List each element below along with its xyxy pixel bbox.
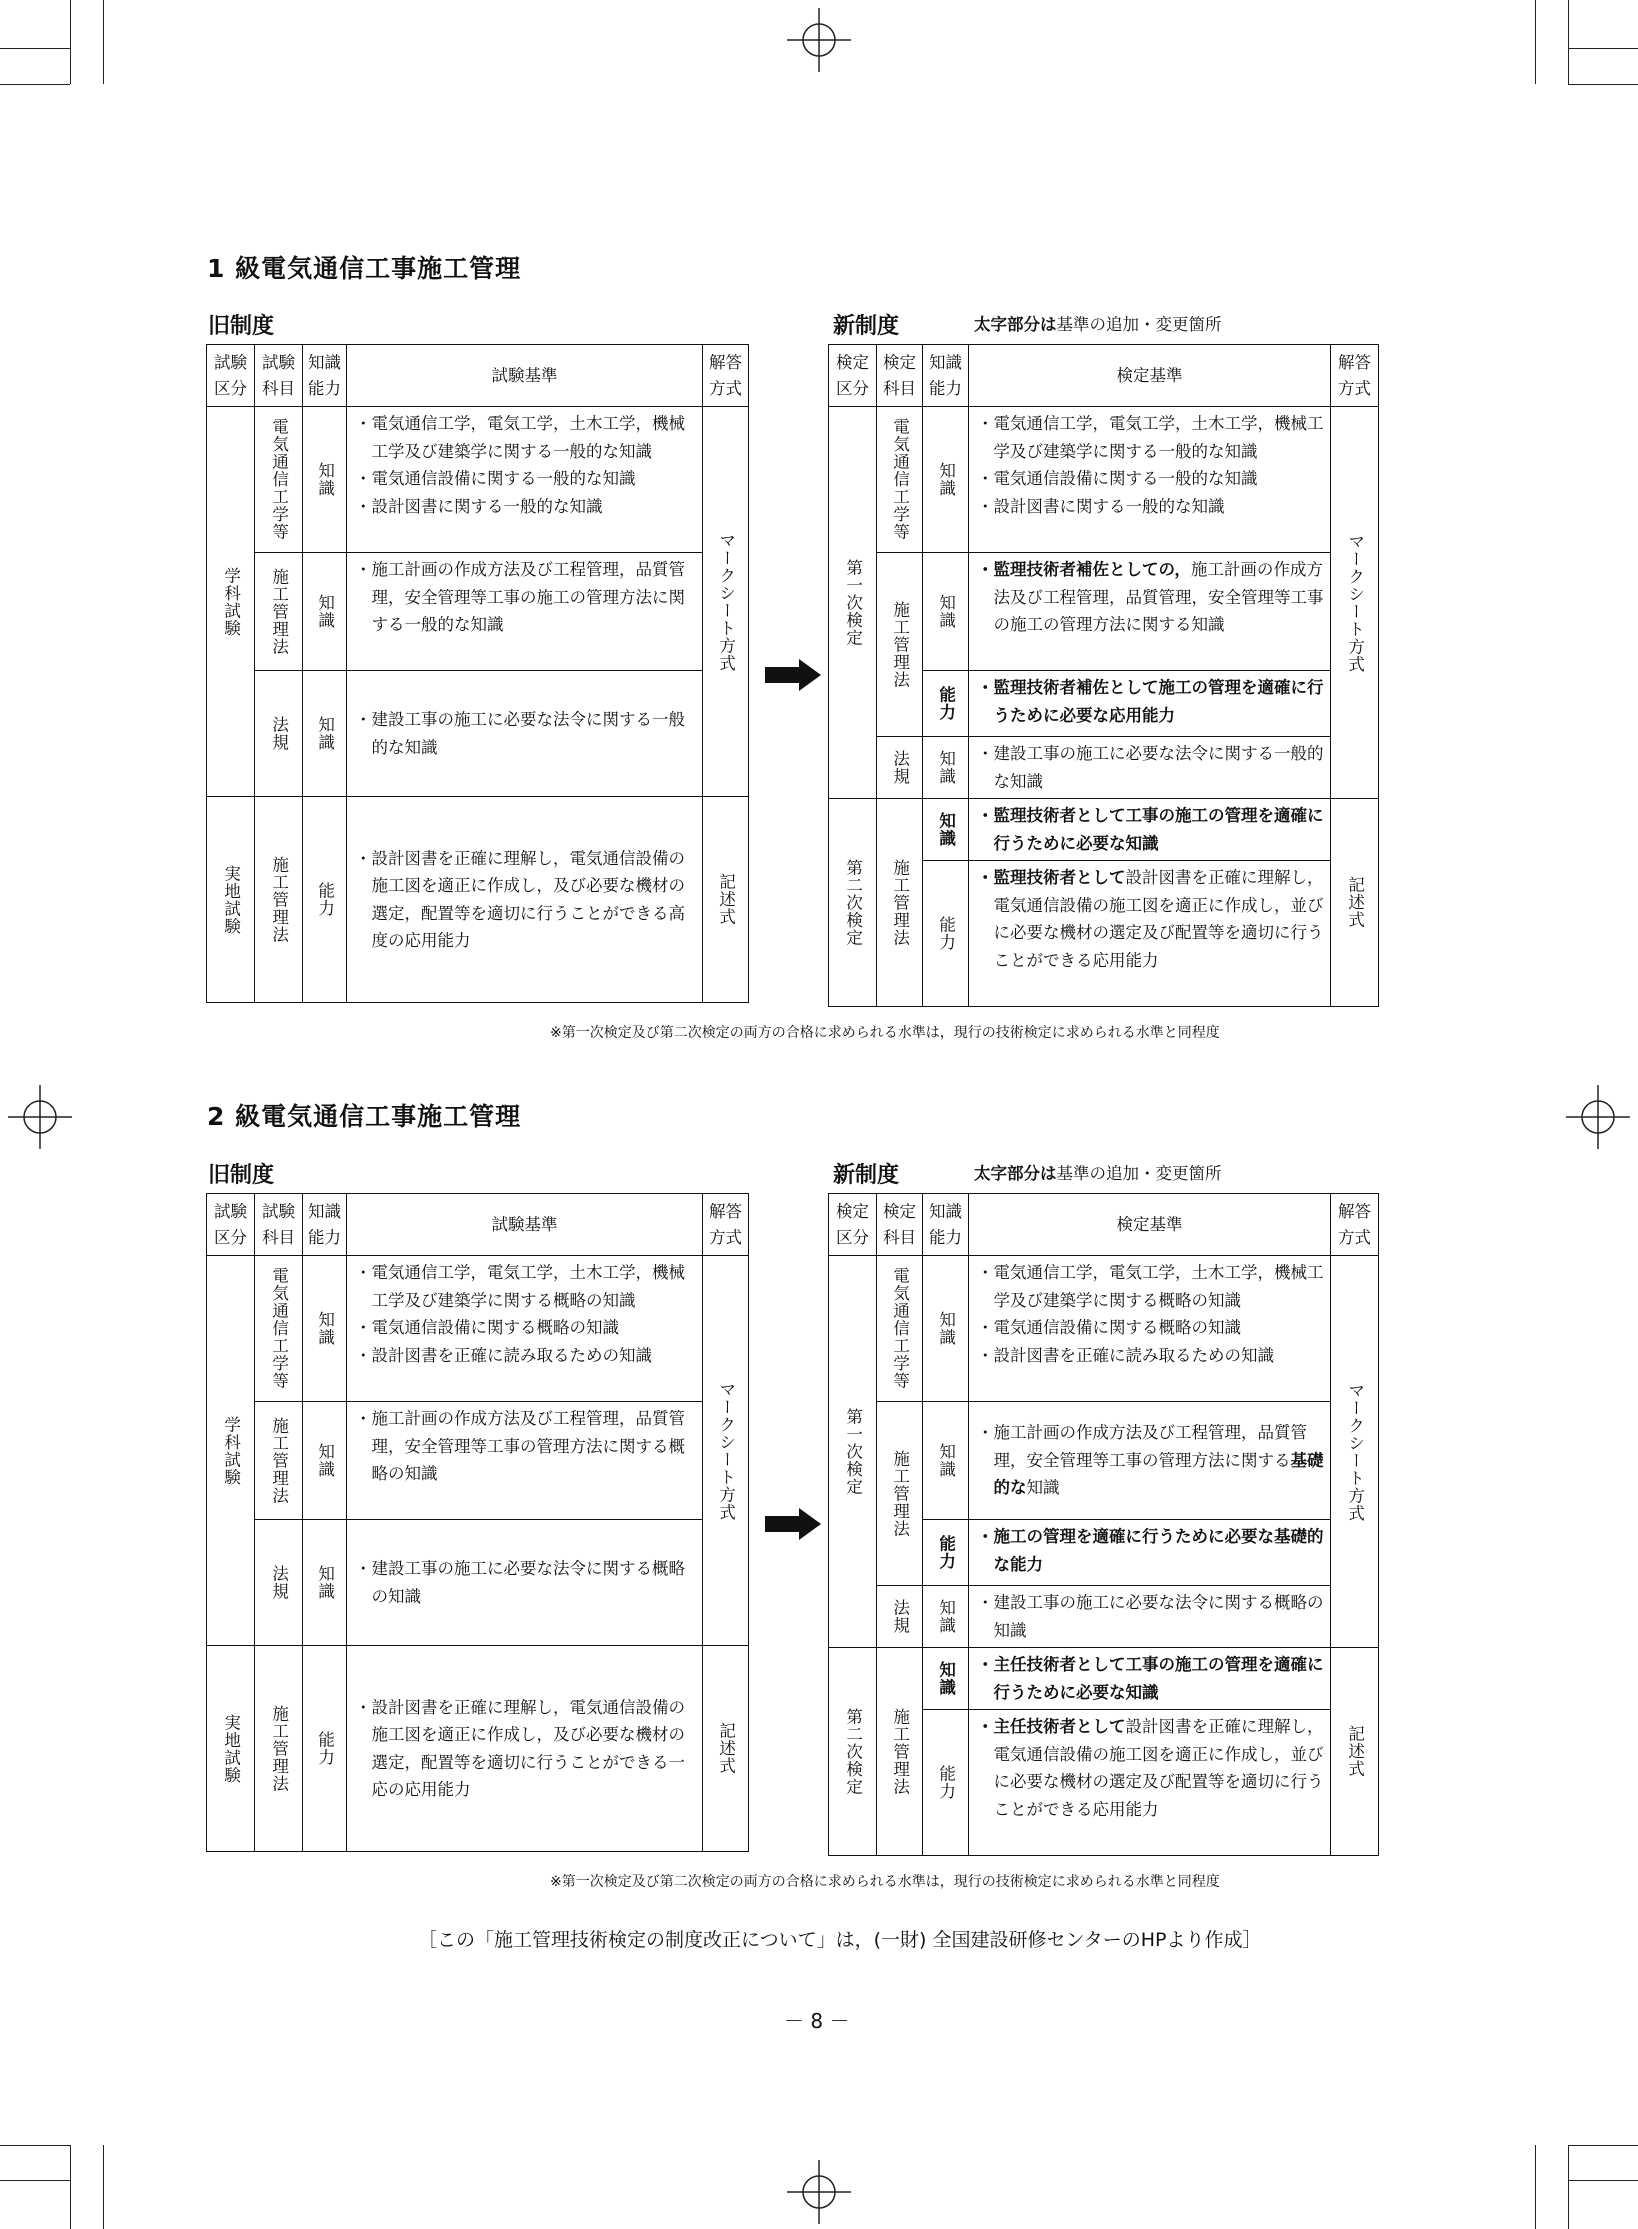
section2-new-label: 新制度 [833, 1163, 900, 1188]
method-written: 記述式 [703, 1646, 749, 1852]
method-written: 記述式 [703, 797, 749, 1003]
header-kamoku: 検定科目 [877, 1194, 923, 1256]
header-kamoku: 検定科目 [877, 345, 923, 407]
table-row-ability: 知識 [923, 553, 969, 671]
crop-mark-bottom-right-v [1535, 2145, 1536, 2229]
table-row-criteria: ・電気通信工学，電気工学，土木工学，機械工学及び建築学に関する一般的な知識 ・電気通信設備に関する一般的な知識 ・設計図書に関する一般的な知識 [969, 407, 1331, 553]
section1-old-label: 旧制度 [208, 314, 275, 339]
source-credit: ［この「施工管理技術検定の制度改正について」は，(一財) 全国建設研修センターのHPより作成］ [418, 1929, 1262, 1951]
arrow-right-icon [765, 659, 821, 691]
header-kamoku: 試験科目 [255, 1194, 303, 1256]
table-row-subject: 電気通信工学等 [877, 407, 923, 553]
header-kamoku: 試験科目 [255, 345, 303, 407]
table-row-subject: 法規 [255, 1520, 303, 1646]
registration-mark-right [1566, 1085, 1630, 1149]
table-row-subject: 電気通信工学等 [877, 1256, 923, 1402]
table-row-subject: 施工管理法 [255, 1402, 303, 1520]
header-hoshiki: 解答方式 [1331, 1194, 1379, 1256]
header-kijun: 試験基準 [347, 1194, 703, 1256]
table-row-subject: 施工管理法 [877, 1402, 923, 1586]
crop-mark-bottom-left-h [0, 2145, 70, 2146]
crop-mark-bottom-right-h2 [1568, 2180, 1638, 2181]
table-row-subject: 法規 [877, 1586, 923, 1648]
header-hoshiki: 解答方式 [703, 1194, 749, 1256]
table-row-subject: 法規 [255, 671, 303, 797]
header-kijun: 検定基準 [969, 345, 1331, 407]
method-mark: マークシート方式 [1331, 407, 1379, 799]
header-kijun: 試験基準 [347, 345, 703, 407]
table-row-subject: 施工管理法 [255, 553, 303, 671]
table-row-criteria: ・監理技術者として設計図書を正確に理解し，電気通信設備の施工図を適正に作成し，並びに必要な機材の選定及び配置等を適切に行うことができる応用能力 [969, 861, 1331, 1007]
registration-mark-left [8, 1085, 72, 1149]
table-row-criteria: ・建設工事の施工に必要な法令に関する概略の知識 [969, 1586, 1331, 1648]
table-row-ability: 能力 [303, 1646, 347, 1852]
table-row-ability: 能力 [923, 1520, 969, 1586]
crop-mark-bottom-right-v2 [1568, 2145, 1569, 2229]
group-second: 第二次検定 [829, 799, 877, 1007]
table-row-criteria: ・施工の管理を適確に行うために必要な基礎的な能力 [969, 1520, 1331, 1586]
section1-new-table [828, 344, 1379, 1007]
table-row-criteria: ・設計図書を正確に理解し，電気通信設備の施工図を適正に作成し，及び必要な機材の選定，配置等を適切に行うことができる高度の応用能力 [347, 797, 703, 1003]
section2-new-table [828, 1193, 1379, 1856]
table-row-criteria: ・監理技術者補佐としての，施工計画の作成方法及び工程管理，品質管理，安全管理等工事の施工の管理方法に関する知識 [969, 553, 1331, 671]
crop-mark-bottom-right-h [1568, 2145, 1638, 2146]
crop-mark-bottom-left-h2 [0, 2180, 70, 2181]
table-row-criteria: ・施工計画の作成方法及び工程管理，品質管理，安全管理等工事の管理方法に関する概略の知識 [347, 1402, 703, 1520]
group-gakka: 学科試験 [207, 407, 255, 797]
table-row-criteria: ・監理技術者として工事の施工の管理を適確に行うために必要な知識 [969, 799, 1331, 861]
table-row-criteria: ・建設工事の施工に必要な法令に関する一般的な知識 [969, 737, 1331, 799]
table-row-ability: 能力 [923, 1710, 969, 1856]
table-row-criteria: ・建設工事の施工に必要な法令に関する概略の知識 [347, 1520, 703, 1646]
header-kubun: 試験区分 [207, 1194, 255, 1256]
table-row-ability: 能力 [923, 861, 969, 1007]
table-row-criteria: ・施工計画の作成方法及び工程管理，品質管理，安全管理等工事の施工の管理方法に関する一般的な知識 [347, 553, 703, 671]
table-row-ability: 知識 [303, 1402, 347, 1520]
table-row-subject: 施工管理法 [877, 1648, 923, 1856]
header-kubun: 検定区分 [829, 1194, 877, 1256]
table-row-subject: 施工管理法 [877, 553, 923, 737]
header-kubun: 試験区分 [207, 345, 255, 407]
table-row-ability: 能力 [923, 671, 969, 737]
table-row-ability: 知識 [923, 1586, 969, 1648]
table-row-subject: 施工管理法 [877, 799, 923, 1007]
method-mark: マークシート方式 [703, 407, 749, 797]
method-written: 記述式 [1331, 799, 1379, 1007]
header-kubun: 検定区分 [829, 345, 877, 407]
header-chishiki: 知識能力 [923, 1194, 969, 1256]
section1-bold-note: 太字部分は基準の追加・変更箇所 [974, 315, 1222, 334]
group-jitchi: 実地試験 [207, 797, 255, 1003]
table-row-ability: 知識 [303, 1520, 347, 1646]
table-row-ability: 知識 [923, 407, 969, 553]
crop-mark-top-left-h [0, 84, 70, 85]
table-row-ability: 知識 [303, 553, 347, 671]
section1-title: 1 級電気通信工事施工管理 [207, 254, 522, 283]
registration-mark-top [787, 8, 851, 72]
table-row-criteria: ・施工計画の作成方法及び工程管理，品質管理，安全管理等工事の管理方法に関する基礎的な知識 [969, 1402, 1331, 1520]
table-row-criteria: ・電気通信工学，電気工学，土木工学，機械工学及び建築学に関する概略の知識 ・電気通信設備に関する概略の知識 ・設計図書を正確に読み取るための知識 [969, 1256, 1331, 1402]
registration-mark-bottom [787, 2160, 851, 2224]
crop-mark-top-right-h [1568, 84, 1638, 85]
table-row-ability: 知識 [923, 737, 969, 799]
table-row-ability: 知識 [303, 1256, 347, 1402]
method-mark: マークシート方式 [1331, 1256, 1379, 1648]
table-row-subject: 法規 [877, 737, 923, 799]
table-row-ability: 知識 [923, 799, 969, 861]
table-row-criteria: ・主任技術者として工事の施工の管理を適確に行うために必要な知識 [969, 1648, 1331, 1710]
header-kijun: 検定基準 [969, 1194, 1331, 1256]
crop-mark-top-left-h2 [0, 48, 70, 49]
group-gakka: 学科試験 [207, 1256, 255, 1646]
table-row-criteria: ・電気通信工学，電気工学，土木工学，機械工学及び建築学に関する概略の知識 ・電気通信設備に関する概略の知識 ・設計図書を正確に読み取るための知識 [347, 1256, 703, 1402]
table-row-ability: 知識 [923, 1648, 969, 1710]
table-row-criteria: ・主任技術者として設計図書を正確に理解し，電気通信設備の施工図を適正に作成し，並びに必要な機材の選定及び配置等を適切に行うことができる応用能力 [969, 1710, 1331, 1856]
header-chishiki: 知識能力 [303, 345, 347, 407]
table-row-ability: 知識 [923, 1256, 969, 1402]
table-row-ability: 知識 [923, 1402, 969, 1520]
section2-old-table [206, 1193, 749, 1852]
crop-mark-top-right-v [1535, 0, 1536, 84]
group-first: 第一次検定 [829, 1256, 877, 1648]
group-jitchi: 実地試験 [207, 1646, 255, 1852]
section1-new-label: 新制度 [833, 314, 900, 339]
crop-mark-top-left-v2 [103, 0, 104, 84]
table-row-ability: 知識 [303, 407, 347, 553]
table-row-subject: 電気通信工学等 [255, 407, 303, 553]
crop-mark-top-right-v2 [1568, 0, 1569, 84]
table-row-subject: 電気通信工学等 [255, 1256, 303, 1402]
table-row-subject: 施工管理法 [255, 797, 303, 1003]
group-second: 第二次検定 [829, 1648, 877, 1856]
table-row-ability: 能力 [303, 797, 347, 1003]
header-hoshiki: 解答方式 [1331, 345, 1379, 407]
crop-mark-top-right-h2 [1568, 48, 1638, 49]
crop-mark-bottom-left-v [70, 2145, 71, 2229]
header-chishiki: 知識能力 [923, 345, 969, 407]
arrow-right-icon [765, 1508, 821, 1540]
header-hoshiki: 解答方式 [703, 345, 749, 407]
table-row-ability: 知識 [303, 671, 347, 797]
crop-mark-bottom-left-v2 [103, 2145, 104, 2229]
section1-footnote: ※第一次検定及び第二次検定の両方の合格に求められる水準は，現行の技術検定に求められる水準と同程度 [550, 1025, 1220, 1041]
section1-old-table [206, 344, 749, 1003]
crop-mark-top-left-v [70, 0, 71, 84]
section2-bold-note: 太字部分は基準の追加・変更箇所 [974, 1164, 1222, 1183]
section2-title: 2 級電気通信工事施工管理 [207, 1102, 522, 1131]
table-row-criteria: ・建設工事の施工に必要な法令に関する一般的な知識 [347, 671, 703, 797]
method-mark: マークシート方式 [703, 1256, 749, 1646]
section2-footnote: ※第一次検定及び第二次検定の両方の合格に求められる水準は，現行の技術検定に求められる水準と同程度 [550, 1874, 1220, 1890]
table-row-criteria: ・設計図書を正確に理解し，電気通信設備の施工図を適正に作成し，及び必要な機材の選定，配置等を適切に行うことができる一応の応用能力 [347, 1646, 703, 1852]
table-row-subject: 施工管理法 [255, 1646, 303, 1852]
group-first: 第一次検定 [829, 407, 877, 799]
header-chishiki: 知識能力 [303, 1194, 347, 1256]
table-row-criteria: ・電気通信工学，電気工学，土木工学，機械工学及び建築学に関する一般的な知識 ・電気通信設備に関する一般的な知識 ・設計図書に関する一般的な知識 [347, 407, 703, 553]
table-row-criteria: ・監理技術者補佐として施工の管理を適確に行うために必要な応用能力 [969, 671, 1331, 737]
page-number: － 8 － [784, 2009, 850, 2033]
method-written: 記述式 [1331, 1648, 1379, 1856]
section2-old-label: 旧制度 [208, 1163, 275, 1188]
